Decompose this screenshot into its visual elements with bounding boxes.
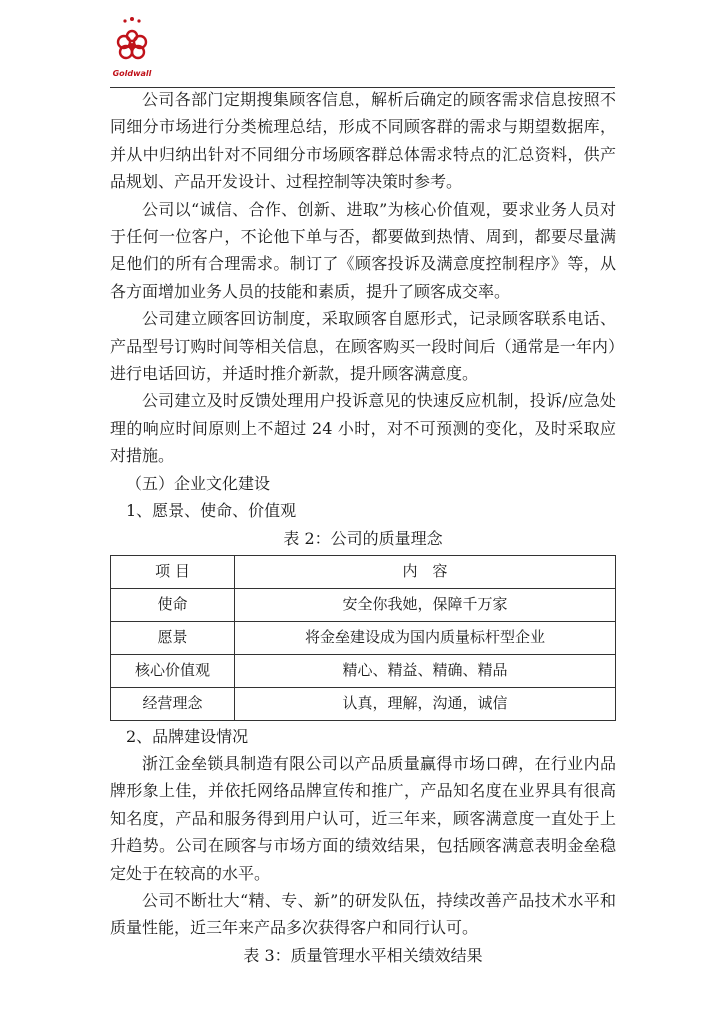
table-header-content: 内 容 <box>235 555 616 588</box>
page-header <box>110 14 615 89</box>
logo-emblem-icon <box>110 14 154 70</box>
table-header-item: 项 目 <box>111 555 235 588</box>
section-heading: （五）企业文化建设 <box>126 473 271 493</box>
subheading-vision: 1、愿景、使命、价值观 <box>126 501 297 521</box>
table-row <box>111 687 616 720</box>
table2-caption: 表 2：公司的质量理念 <box>283 528 443 548</box>
table-cell-item: 使命 <box>111 588 235 621</box>
table-cell-item: 经营理念 <box>111 687 235 720</box>
logo-wordmark: Goldwall <box>112 69 152 78</box>
table-cell-content: 将金垒建设成为国内质量标杆型企业 <box>235 621 616 654</box>
document-body <box>110 86 616 970</box>
table-cell-content: 精心、精益、精确、精品 <box>235 654 616 687</box>
paragraph-brand-reputation: 浙江金垒锁具制造有限公司以产品质量赢得市场口碑，在行业内品牌形象上佳，并依托网络品牌宣传和推广，产品知名度在业界具有很高知名度，产品和服务得到用户认可，近三年来，顾客满意度一直处于上升趋势。公司在顾客与市场方面的绩效结果，包括顾客满意表明金垒稳定处于在较高的水平。 <box>110 753 616 883</box>
quality-concept-table <box>110 555 616 721</box>
subheading-brand: 2、品牌建设情况 <box>126 726 249 746</box>
paragraph-customer-info: 公司各部门定期搜集顾客信息，解析后确定的顾客需求信息按照不同细分市场进行分类梳理总结，形成不同顾客群的需求与期望数据库，并从中归纳出针对不同细分市场顾客群总体需求特点的汇总资料，供产品规划、产品开发设计、过程控制等决策时参考。 <box>110 90 616 192</box>
company-logo <box>110 14 154 84</box>
table-header-row <box>111 555 616 588</box>
table-cell-content: 安全你我她，保障千万家 <box>235 588 616 621</box>
paragraph-complaint-response: 公司建立及时反馈处理用户投诉意见的快速反应机制，投诉/应急处理的响应时间原则上不超过 24 小时，对不可预测的变化，及时采取应对措施。 <box>110 391 616 466</box>
table-cell-item: 愿景 <box>111 621 235 654</box>
table-row <box>111 621 616 654</box>
table3-caption: 表 3：质量管理水平相关绩效结果 <box>243 945 483 965</box>
table-cell-content: 认真，理解，沟通，诚信 <box>235 687 616 720</box>
table-cell-item: 核心价值观 <box>111 654 235 687</box>
paragraph-follow-up: 公司建立顾客回访制度，采取顾客自愿形式，记录顾客联系电话、产品型号订购时间等相关信息，在顾客购买一段时间后（通常是一年内）进行电话回访，并适时推介新款，提升顾客满意度。 <box>110 309 616 384</box>
table-row <box>111 654 616 687</box>
table-row <box>111 588 616 621</box>
paragraph-rd-team: 公司不断壮大“精、专、新”的研发队伍，持续改善产品技术水平和质量性能，近三年来产品多次获得客户和同行认可。 <box>110 890 616 938</box>
paragraph-core-values: 公司以“诚信、合作、创新、进取”为核心价值观，要求业务人员对于任何一位客户，不论他下单与否，都要做到热情、周到，都要尽量满足他们的所有合理需求。制订了《顾客投诉及满意度控制程序》等，从各方面增加业务人员的技能和素质，提升了顾客成交率。 <box>110 199 616 301</box>
